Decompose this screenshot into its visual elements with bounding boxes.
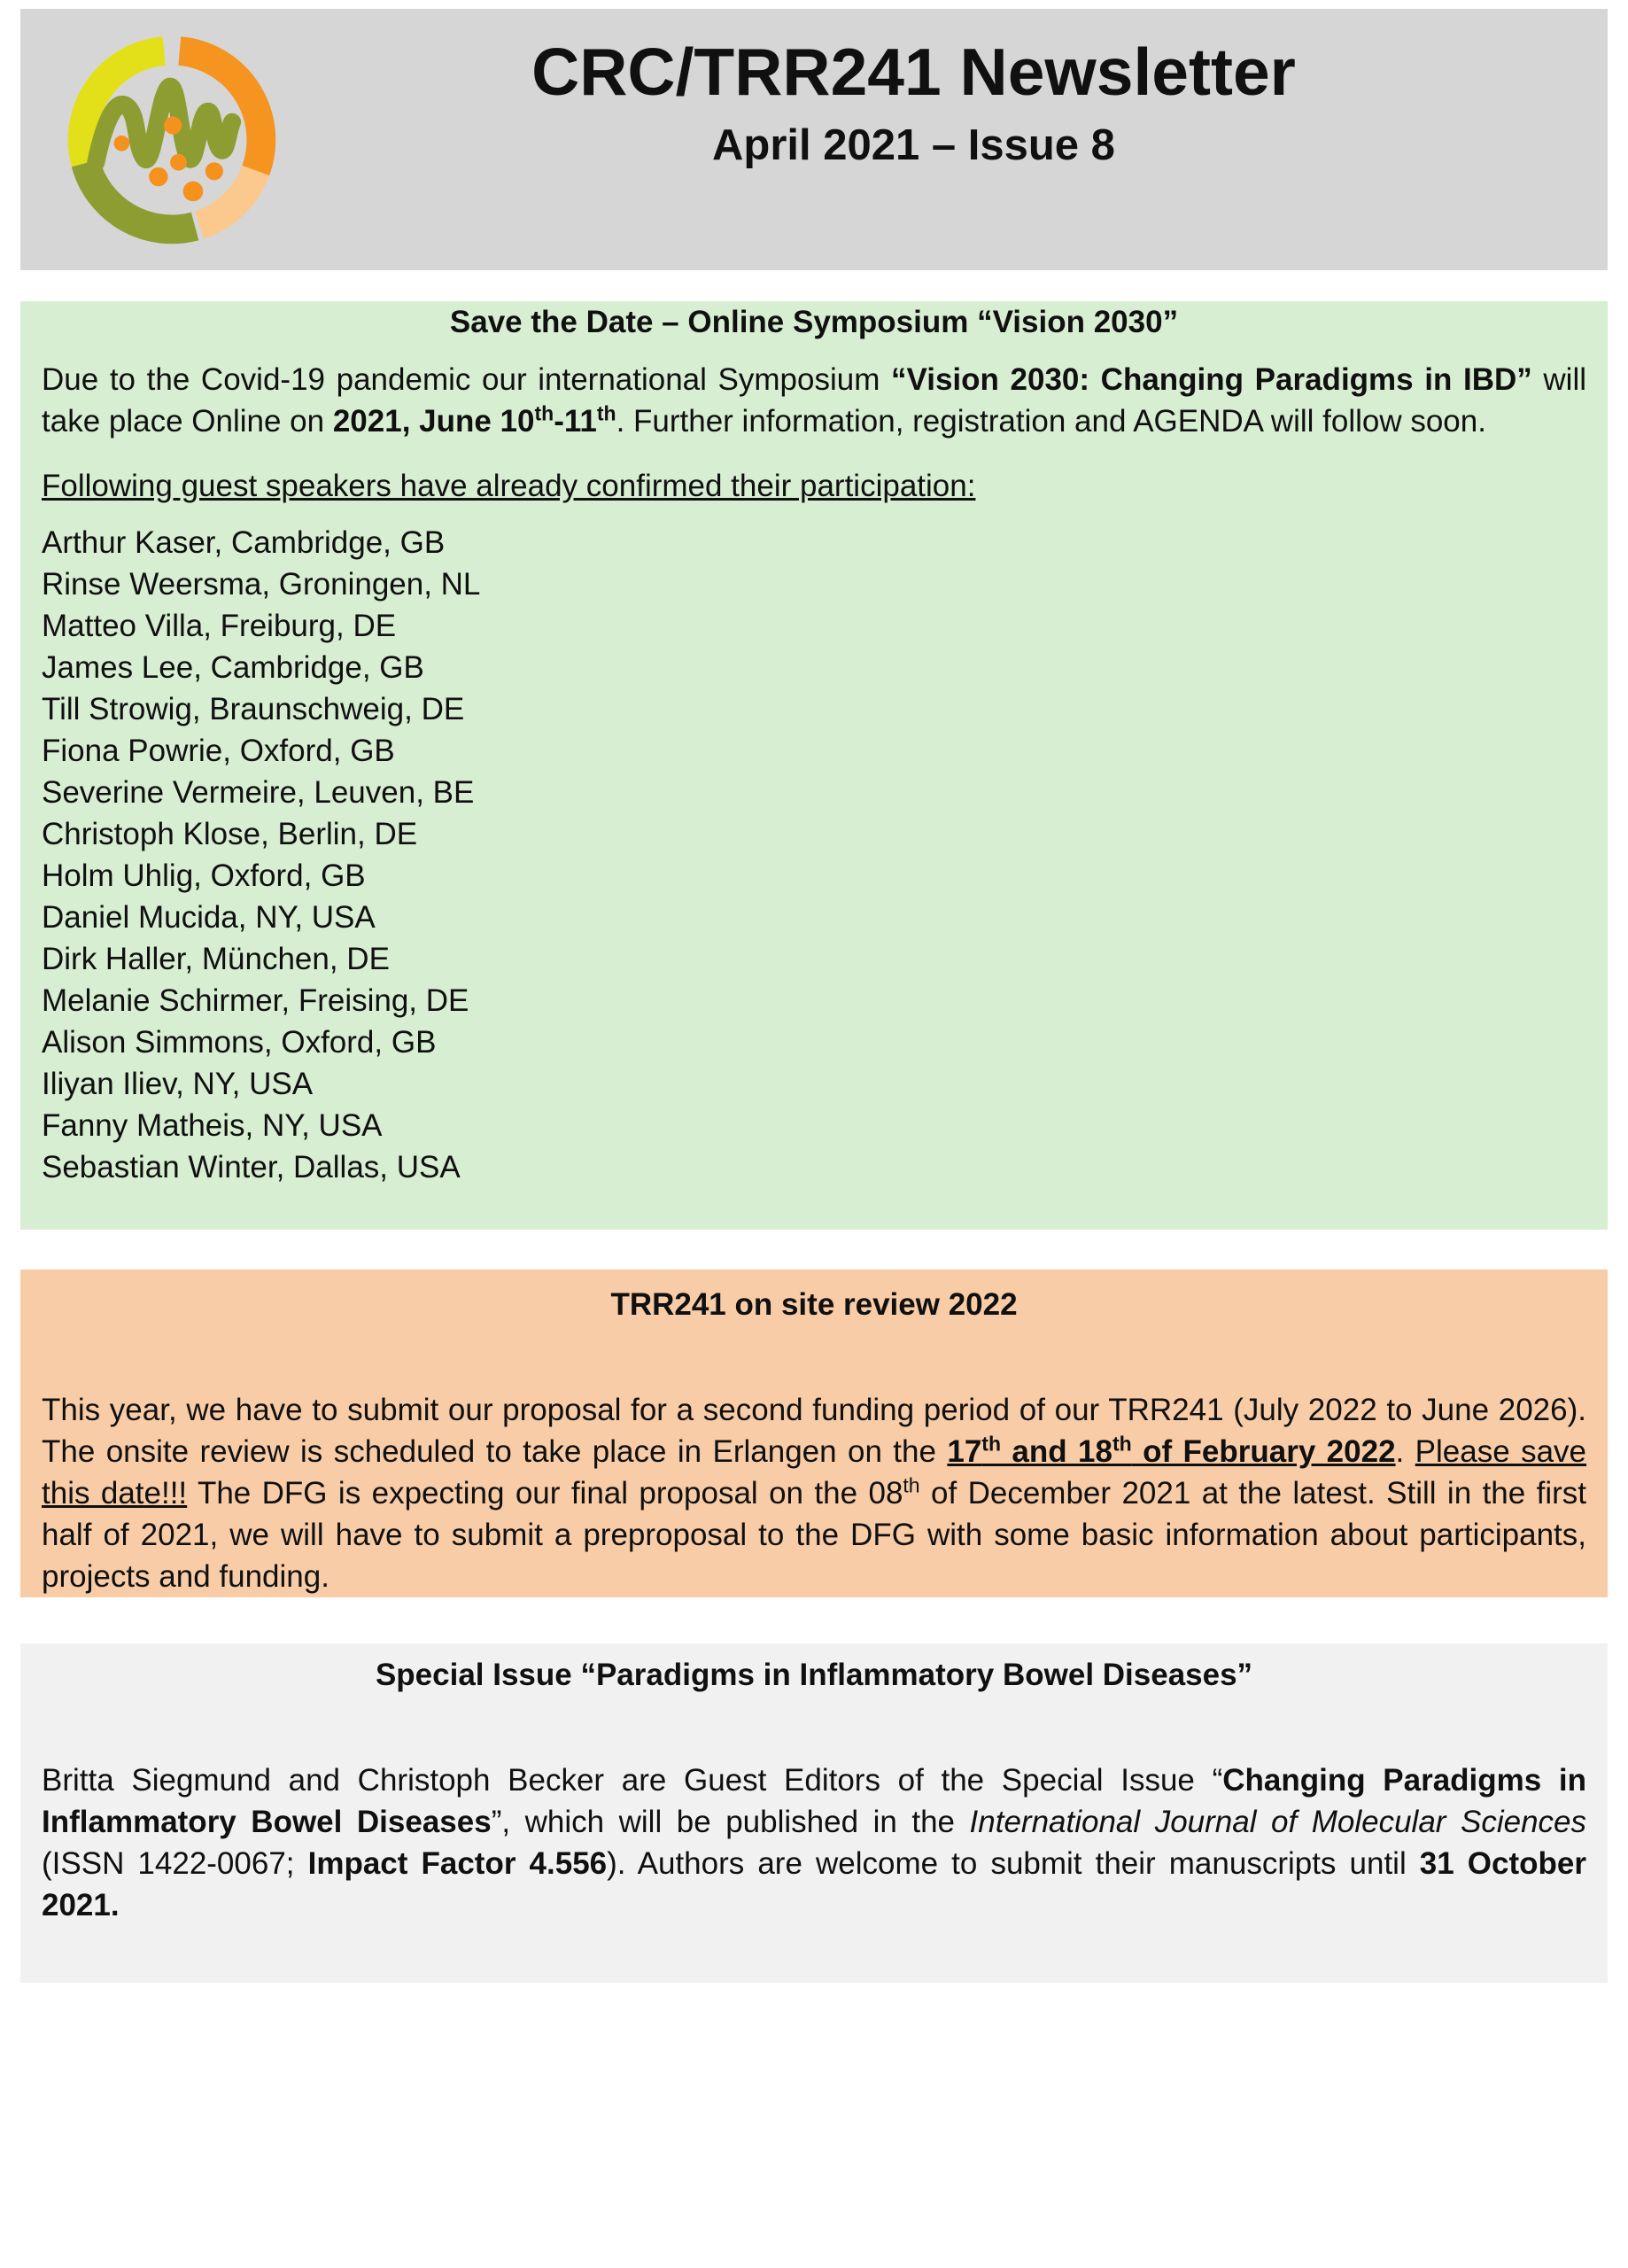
text-run: ). Authors are welcome to submit their manuscripts until: [607, 1846, 1420, 1881]
section-onsite-review: [20, 1270, 1608, 1597]
text-run: Changing Paradigms in Inflammatory Bowel Diseases: [42, 1763, 1586, 1839]
special-issue-paragraph: [42, 1759, 1586, 1926]
symposium-paragraph: [42, 359, 1586, 442]
text-run: (ISSN 1422-0067;: [42, 1846, 308, 1881]
speaker-item: Melanie Schirmer, Freising, DE: [42, 983, 469, 1018]
speaker-item: James Lee, Cambridge, GB: [42, 650, 424, 685]
speaker-item: Till Strowig, Braunschweig, DE: [42, 692, 465, 726]
text-run: ”, which will be published in the: [491, 1805, 970, 1839]
text-run: th: [534, 401, 554, 425]
underlined-text: [947, 1434, 1395, 1469]
speaker-item: Arthur Kaser, Cambridge, GB: [42, 525, 446, 560]
trr241-logo: [60, 28, 283, 252]
speaker-item: Holm Uhlig, Oxford, GB: [42, 858, 366, 893]
text-run: 31 October 2021.: [42, 1846, 1586, 1922]
text-run: th: [1112, 1432, 1132, 1456]
section-symposium: [20, 301, 1608, 1230]
text-run: Impact Factor 4.556: [307, 1846, 608, 1881]
logo-dot-icon: [183, 181, 204, 201]
text-run: Please save this date!!!: [42, 1434, 1587, 1511]
text-run: This year, we have to submit our proposal for a second funding period of our TRR241 (July 2022 to June 2026). The onsite review is scheduled to take place in Erlangen on the: [42, 1393, 1586, 1469]
special-issue-heading: Special Issue “Paradigms in Inflammatory Bowel Diseases”: [375, 1658, 1253, 1692]
review-paragraph: [42, 1389, 1586, 1597]
speaker-list: [42, 522, 1586, 1188]
header-text-block: [283, 9, 1608, 170]
speaker-item: Fiona Powrie, Oxford, GB: [42, 734, 395, 768]
speaker-item: Sebastian Winter, Dallas, USA: [42, 1150, 461, 1184]
text-run: th: [903, 1473, 920, 1497]
text-run: 2021, June 10: [332, 404, 535, 439]
speaker-item: Iliyan Iliev, NY, USA: [42, 1067, 314, 1101]
speaker-item: Alison Simmons, Oxford, GB: [42, 1025, 437, 1060]
logo-dot-icon: [149, 167, 167, 185]
logo-squiggle-icon: [96, 86, 232, 161]
text-run: of December 2021 at the latest. Still in the first half of 2021, we will have to submit a preproposal to the DFG with some basic information about participants, projects and funding.: [42, 1476, 1587, 1594]
section-special-issue: [20, 1643, 1608, 1983]
logo-ring-peach-segment: [199, 170, 256, 224]
speakers-intro: Following guest speakers have already confirmed their participation:: [42, 469, 976, 503]
text-run: of February 2022: [1131, 1434, 1396, 1469]
symposium-heading: Save the Date – Online Symposium “Vision 2030”: [449, 305, 1179, 339]
text-run: International Journal of Molecular Sciences: [969, 1805, 1586, 1839]
text-run: .: [1395, 1434, 1415, 1469]
speaker-item: Rinse Weersma, Groningen, NL: [42, 567, 481, 602]
review-heading: TRR241 on site review 2022: [610, 1287, 1018, 1322]
logo-dot-icon: [170, 153, 187, 170]
text-run: will take place Online on: [42, 362, 1586, 439]
speaker-item: Daniel Mucida, NY, USA: [42, 900, 376, 935]
text-run: Britta Siegmund and Christoph Becker are Guest Editors of the Special Issue “: [42, 1763, 1223, 1798]
logo-dot-icon: [164, 116, 182, 134]
text-run: th: [596, 401, 616, 425]
text-run: th: [981, 1432, 1002, 1456]
text-run: Due to the Covid-19 pandemic our international Symposium: [42, 362, 892, 397]
text-run: -11: [554, 404, 597, 439]
text-run: . Further information, registration and AGENDA will follow soon.: [616, 404, 1486, 439]
logo-dot-icon: [113, 135, 129, 151]
newsletter-header: [20, 9, 1608, 270]
logo-dot-icon: [205, 162, 223, 180]
text-run: 17: [947, 1434, 982, 1469]
newsletter-issue-subtitle: April 2021 – Issue 8: [712, 121, 1115, 169]
text-run: and 18: [1001, 1434, 1112, 1469]
newsletter-title: CRC/TRR241 Newsletter: [531, 35, 1296, 109]
text-run: The DFG is expecting our final proposal on the 08: [187, 1476, 903, 1511]
speaker-item: Matteo Villa, Freiburg, DE: [42, 609, 397, 643]
text-run: “Vision 2030: Changing Paradigms in IBD”: [891, 362, 1532, 397]
speaker-item: Fanny Matheis, NY, USA: [42, 1108, 383, 1143]
logo-ring-olive-segment: [86, 163, 195, 229]
speaker-item: Christoph Klose, Berlin, DE: [42, 817, 418, 851]
speaker-item: Severine Vermeire, Leuven, BE: [42, 775, 475, 810]
speaker-item: Dirk Haller, München, DE: [42, 942, 390, 976]
